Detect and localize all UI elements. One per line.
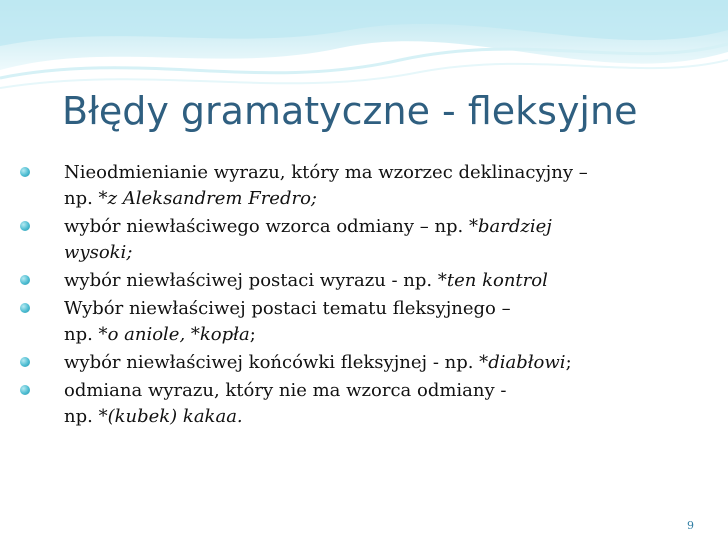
- bullet-text: wybór niewłaściwego wzorca odmiany – np. *: [64, 216, 478, 237]
- bullet-example: *(kubek) kakaa.: [98, 406, 243, 427]
- bullet-line: [64, 214, 716, 240]
- bullet-example: bardziej: [478, 216, 552, 237]
- bullet-list: [16, 160, 716, 432]
- bullet-line: [64, 322, 716, 348]
- slide-title: Błędy gramatyczne - fleksyjne: [62, 89, 638, 133]
- bullet-line: odmiana wyrazu, który nie ma wzorca odmiany -: [64, 380, 507, 401]
- bullet-dot-icon: [20, 275, 30, 285]
- bullet-line: [64, 350, 716, 376]
- bullet-text: np. *: [64, 188, 108, 209]
- bullet-dot-icon: [20, 357, 30, 367]
- bullet-item: [16, 296, 716, 348]
- bullet-line: Nieodmienianie wyrazu, który ma wzorzec deklinacyjny –: [64, 162, 588, 183]
- bullet-example: wysoki;: [64, 242, 133, 263]
- header-decoration: [0, 0, 728, 100]
- bullet-text: ;: [249, 324, 256, 345]
- bullet-line: [64, 404, 716, 430]
- header-wave-line-2: [0, 60, 728, 88]
- bullet-item: [16, 160, 716, 212]
- bullet-text: wybór niewłaściwej końcówki fleksyjnej - np. *: [64, 352, 489, 373]
- bullet-dot-icon: [20, 385, 30, 395]
- bullet-dot-icon: [20, 303, 30, 313]
- bullet-item: [16, 378, 716, 430]
- bullet-text: np. *: [64, 324, 108, 345]
- bullet-item: [16, 268, 716, 294]
- bullet-text: np.: [64, 406, 99, 427]
- bullet-item: [16, 214, 716, 266]
- bullet-example: ten kontrol: [446, 270, 548, 291]
- bullet-text: ;: [565, 352, 572, 373]
- bullet-example: o aniole, *kopła: [107, 324, 250, 345]
- bullet-example: diabłowi: [488, 352, 566, 373]
- bullet-line: [64, 268, 716, 294]
- page-number: 9: [687, 519, 694, 532]
- bullet-line: [64, 186, 716, 212]
- bullet-example: z Aleksandrem Fredro;: [107, 188, 317, 209]
- bullet-line: Wybór niewłaściwej postaci tematu fleksyjnego –: [64, 298, 511, 319]
- bullet-dot-icon: [20, 221, 30, 231]
- bullet-text: wybór niewłaściwej postaci wyrazu - np. *: [64, 270, 447, 291]
- bullet-dot-icon: [20, 167, 30, 177]
- bullet-item: [16, 350, 716, 376]
